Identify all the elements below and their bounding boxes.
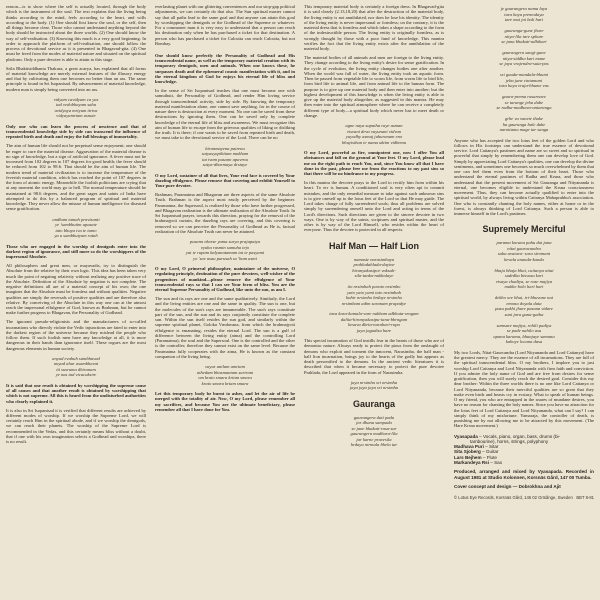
sanskrit-verse: gaurangera duti pada jar dhana sampada se jane bhakati-rasa-sar gaurangera madhura-lila jar karne pravesila hrdaya nirmala bhela tar	[350, 414, 398, 448]
paragraph: Brahman, Paramatma and Bhagavan are three aspects of the same Absolute Truth. Brahman is the aspect most easily perceived by the beginner. Paramatma, the Supersoul, is realized by those who have further progressed, and Bhagavan realization is the ultimate realization of the Absolute Truth. In Sri Isopanisad prayer, towards this direction, praying for the removal of the brahmajyoti curtain, the dazzling rays are covering, and this covering is removed so we can perceive the Personality of Godhead as He is, factual realization of the Absolute Truth can never be attained.	[155, 192, 295, 234]
credit-line: Vyasapada – Vocals, piano, organ, bass, drums (bi-	[454, 433, 561, 439]
paragraph: All philosophers and great men, or mayavadis, try to distinguish the Absolute from the relative by their own logic. This idea has been taken very much the point of negating relativity without realizing any positive trace of the Absolute. Definition of the Absolute by negation is not complete. The negative definitions all are of a material concept of his own; the one imagines that the Absolute must be formless and without qualities. Negative qualities are simply the reversals of positive qualities and are therefore also relative. By conceiving of the Absolute in this way one can at the utmost reach the impersonal effulgence of God, known as Brahman, but he cannot make further progress to Bhagavan, the Personality of Godhead.	[6, 263, 146, 316]
copyright-line: © Lotus Eye Records, Korsnäs Gård, 146 02 Grödinge, Sweden BBT 8-81	[454, 495, 594, 501]
credit-line: Madhava Puri – Sitar	[454, 444, 499, 450]
credit-line: tambourine), horns, strings, polyphony	[470, 438, 549, 444]
paragraph: The ignorant pseudo-religionists and the manufacturers of so-called incarnations who directly violate the Vedic injunctions are fated to enter into the darkest region of the universe because they mislead the people who follow them. If such foolish men have any knowledge at all, it is more dangerous in their hands than ignorance itself. These rogues are the most dangerous elements in human society.	[6, 319, 146, 351]
verse-translation: One should know perfectly the Personality of Godhead and His transcendental name, as well as the temporary material creation with its temporary demigods, men and animals. When one knows these, he surpasses death and the ephemeral cosmic manifestation with it, and in the eternal kingdom of God he enjoys his eternal life of bliss and knowledge.	[155, 52, 295, 85]
sanskrit-verse: andham tamah pravisanti ye 'sambhutim upasate tato bhuya iva te tamo ya u sambhutyam ratah	[52, 216, 100, 239]
sanskrit-verse: namaste narasimhaya prahladahlada-dayine hiranyakasipor vaksah- sila-tanka-nakhalaye ito nrsimhah parato nrsimho yato yato yami tato nrsimhah bahir nrsimho hrdaye nrsimho nrsimham adim saranam prapadye	[341, 256, 407, 306]
paragraph: This temporary material body is certainly a foreign dress. In Bhagavad-gita it is said clearly (2.13,18,20) that after the destruction of the material body, the living entity is not annihilated, nor does he lose his identity. The identity of the living entity is never impersonal or formless; on the contrary, it is the material dress that is formless and which takes a shape according to the form of the indestructible person. The living entity is originally formless, as is wrongly thought by those with a poor fund of knowledge. This mantra verifies the fact that the living entity exists after the annihilation of the material body.	[304, 4, 444, 51]
sanskrit-verse: agne naya supatha raye asman visvani deva vayunani vidvan yuyodhy asmaj juhuranam eno bhuyisthan te nama uktim vidhema	[341, 123, 407, 145]
verse-translation: It is said that one result is obtained by worshipping the supreme cause of all causes and that another result is obtained by worshipping that which is not supreme. All this is heard from the undisturbed authorities who clearly explained it.	[6, 382, 146, 404]
sanskrit-verse: pusann ekarse yama surya prajapatya vyuha rasmin samuha tejo yat te rupam kalyanatamam tat te pasyami yo 'sav asau purusah so 'ham asmi	[185, 239, 265, 261]
paragraph: Srila Bhaktisiddhanta Thakura, a great acarya, has explained that all forms of material knowledge are merely external features of the illusory energy and that by cultivating them one becomes no better than an ass. The same principle is found in Sri Isopanisad. By advancement of material knowledge, modern man is simply being converted into an ass.	[6, 65, 146, 92]
sanskrit-verse: vidyam cavidyam ca yas tad vedobhayam saha avidyaya mrtyum tirtva vidyayamrtam asnute	[53, 96, 99, 119]
section-heading-supremely-merciful: Supremely Merciful	[482, 224, 566, 235]
paragraph: My two Lords, Nitai-Gaurcandra (Lord Nityananda and Lord Caitanya) have the greatest mercy. They are the essence of all incarnations. They are full of the spiritual transcendental bliss. O my brothers, I implore you to just worship Lord Caitanya and Lord Nityananda with firm faith and conviction. If you admire the holy name of God and are free from desires for sense gratification, then you will surely reach the desired goal. Consider this my dear brother: Within the three worlds there is no one like Lord Caitanya or Lord Nityananda, because their merciful qualities are so great that they make even birds and beasts cry in ecstasy. What to speak of human beings. O my friend, you who are entrapped in the snares of mundane desires, you have no reason for chanting the holy names. Since you have no attraction for the lotus feet of Lord Caitanya and Lord Nityananda, what can I say? I can simply think of my misfortune. Yamaraja, the controller of death, is punishing me by not allowing me to be attracted by this movement. (The Hare Krsna movement.)	[454, 349, 594, 429]
text-column-3	[304, 4, 444, 453]
sanskrit-verse: tava kara-kamala-vare nakham adbhuta-srngam dalita-hiranyakasipu-tanu-bhrngam kesava dhrta-narahari-rupa jaya jagadisa hare	[329, 311, 419, 333]
credits-block	[454, 434, 594, 501]
credit-line: Markandeya Rsi – Sax	[454, 459, 503, 465]
paragraph: The aim of human life should not be perpetual sense enjoyment; one should be eager to cure the material disease. Aggravation of the material disease is no sign of knowledge, but a sign of artificial ignorance. A fever must not be increased from 102 degrees to 107 degrees for good health; the fever should be reduced from 102 to 98.6. That should be the aim of human life. The modern trend of material civilization is to increase the temperature of the feverish material condition, which has reached the point of 107 degrees in the form of atomic energy. Meanwhile the foolish politicians are crying that at any moment the world may go to hell. The normal temperature should be maintained at 98.6 degrees, and the great sages and saints of India have attempted to do this by a balanced program of spiritual and material knowledge. They never allow the misuse of human intelligence for diseased sense gratification.	[6, 143, 146, 212]
sanskrit-verse: anyad evahuh sambhavad anyad ahur asambhavat iti susruma dhiranam ye nas tad vicacaksire	[52, 355, 100, 378]
paragraph: In the sense of Sri Isopanisad teaches that one must become one with samuihuti, the Personality of Godhead, and render Him loving service through transcendental activity, side by side. By knowing the temporary material manifestation alone, one cannot save anything, for in the course of nature there is destruction at every moment. No one can be saved from these destructions by ignoring them. One can be saved only by complete knowledge of the eternal life of bliss and awareness. We must recognize this aim of human life to escape from the grievous qualities of liking or disliking the truth. It is there; if one wants to be saved from repeated birth and death, we must take to the devotional service of the Lord. There can be no	[155, 88, 295, 141]
verse-translation: Those who are engaged in the worship of demigods enter into the darkest region of ignorance, and still more so do the worshippers of the impersonal Absolute.	[6, 243, 146, 260]
paragraph: everlasting planet with our glittering conveniences and our stop-gap political adjustments, we can certainly do that also. The Sun spiritual master cannot say that all paths lead to the same goal and that anyone can attain this goal by worshipping the demigods or the Godhead of the Supreme or whatever. For a commoner man it is very easy to understand that a person can reach his destination only when he has purchased a ticket for that destination. A person who has purchased a ticket for Calcutta can reach Calcutta, but not Bombay.	[155, 4, 295, 46]
section-heading-gauranga: Gauranga	[352, 398, 395, 409]
verse-translation: O my Lord, powerful as fire, omnipotent one, now I offer You all obeisances and fall on the ground at Your feet. O my Lord, please lead me on the right path to reach You, and, since You know all that I have done in the past, please free me from the reactions to my past sins so that there will be no hindrance to my progress.	[304, 150, 444, 177]
sanskrit-verse: je gaurangera nama laya tara haya premodaya tare mui jai bali hari gauranga-gune jhure nitya-lila tare sphure se jana bhakati-adhikari gaurangera sangi-gane nitya-siddha kari mane se jaya vrajendra-suta-pas sri gauda-mandala-bhumi jeba jane cintamani tara haya vraja-bhume vas gaura-prema rasarnave se tarange jeba dube se radha-madhava-antaranga grhe va vanete thake ha gauranga bale dake narottama mage tar sanga	[496, 6, 552, 132]
paragraph: Anyone who has accepted the two lotus feet of the golden Lord and who follows in His footsteps can understand the true essence of devotional service. Lord Caitanya's pastimes and name are so sweet and so spiritual in powerful that simply by remembering them one can develop love of God. Simply by appreciating Lord Caitanya's qualities, one can develop the divine sentiments, and sometimes one becomes so much overwhelmed by them that one can feel them even from the bottom of their heart. Those who understand the eternal pastimes of Radha and Krsna, and those who understand that the present movement of Sri Gauranga and Nityananda is eternal, one becomes eligible to understand the Krsna consciousness movement. Thus, they can become actually qualified to enter into the spiritual world, by always living within Caitanya Mahaprabhu's association. One who is constantly chanting the holy names, either at home or in the forest, is always thinking of Lord Caitanya. Such a person is able to immerse himself in the Lord's pastimes.	[454, 137, 594, 216]
paragraph: It is also in Sri Isopanisad it is verified that different results are achieved by different modes of worship. If we worship the Supreme Lord, we will certainly reach Him in the spiritual abode, and if we worship the demigods, we can reach their planets. The worship of the Supreme Lord is recommended in the Vedas, and this certainly means bliss without a doubt, that if one with his own imagination selects a Godhead and worships, there is no result.	[6, 407, 146, 445]
paragraph: reason—is to show where the self is actually located, through the body which is the instrument of the soul. The text explains that the living being thinks according to the mind, feels according to the heart, and wills according to the body. (1) One should first know the soul, or the self, then all things become clear. Those who cannot understand anything beyond the body should be instructed about the three worlds. (2) One should know the way of self-realisation. (3) Knowing this much is a very good beginning. In order to approach the platform of self-realisation, one should follow the process of devotional service as it is presented in Bhagavad-gita. (4) One must be freed from the modes of material nature and situated on the spiritual platform. Only a pure devotee is able to attain to this stage.	[6, 4, 146, 62]
credit-line: Sita Sjoberg – Guitar	[454, 449, 499, 455]
section-heading-half-man-half-lion: Half Man — Half Lion	[329, 240, 419, 251]
paragraph: The material bodies of all animals and men are foreign to the living entity. They change according to the living entity's desire for sense gratification. In the cycle of evolution, the living entity changes bodies one after another. When the world was full of water, the living entity took an aquatic form. Then he passed from vegetable life to worm life, from worm life to bird life, from bird life to animal life, and from animal life to the human form. The purpose is to give up one material body and then enter into another; but the highest development of this knowledge is when the living entity is able to give up the material body altogether, as suggested in this mantra. He may then enter into the spiritual atmosphere where he can receive a completely different type of body—a spiritual body which never has to meet death or change.	[304, 55, 444, 118]
verse-translation: O my Lord, O primeval philosopher, maintainer of the universe, O regulating principle, destination of the pure devotees, well-wisher of the progenitors of mankind—please remove the effulgence of Your transcendental rays so that I can see Your form of bliss. You are the eternal Supreme Personality of Godhead, like unto the sun, as am I.	[155, 266, 295, 293]
text-column-2	[155, 4, 295, 416]
credit-line: Lars Bejhem – Flute	[454, 454, 497, 460]
text-column-1	[6, 4, 146, 448]
sanskrit-verse: jaya nrsimha sri nrsimha jaya jaya jaya sri nrsimha	[349, 379, 399, 391]
cover-credit: Cover concept and design — Dobrokhna and Ajit	[454, 483, 561, 489]
text-column-4	[454, 4, 594, 500]
sanskrit-verse: parama koruna pahu dui jana nitai gauracandra saba avatara- sara siromani kevala ananda-kanda bhaja bhaja bhai, caitanya nitai sudrdha bisvasa kori visaya chadiya, se rase majiya mukhe bolo hari hari dekho ore bhai, tri-bhuvane nai emona doyala data pasu pakhi jhure pasana vidare suni jara guna-gatha samsare majiya, rohili padiya se pade nahilo asa apana karama, bhunjaye samana kahoye locana dasa	[493, 240, 555, 345]
sanskrit-verse: hiranmayena patrena satyasyapihitam mukham tat tvam pusann apavrnu satya-dharmaya drstaye	[201, 145, 249, 168]
verse-translation: Only one who can learn the process of nescience and that of transcendental knowledge side by side can transcend the influence of repeated birth and death and enjoy the full blessings of immortality.	[6, 123, 146, 140]
paragraph: This special incarnation of God instills fear in the hearts of those who are of demoniac nature. Always ready to protect the pious from the onslaught of demons who exploit and torment the innocent, Narasimha, the half man - half lion incarnation, brings joy to the hearts of the godly but appears as death personified to the demons. In the ancient vedic literatures it is described that when it became necessary to protect the pure devotee Prahlada, the Lord appeared in the form of Narasimha.	[304, 338, 444, 375]
paragraph: In this mantra the devotee prays to the Lord to rectify him from within his heart. To err is human. A conditioned soul is very often apt to commit mistakes, and the only remedial measure to take against such unknown sins is to give oneself up to the lotus feet of the Lord so that He may guide. The Lord takes charge of fully surrendered souls; thus all problems are solved simply by surrendering oneself unto the Lord and acting in terms of the Lord's directions. Such directions are given to the sincere devotee in two ways. One is by way of the saints, scriptures and spiritual master, and the other is by way of the Lord Himself, who resides within the heart of everyone. Thus the devotee is protected in all respects.	[304, 180, 444, 233]
paragraph: The sun and its rays are one and the same qualitatively. Similarly, the Lord and the living entities are one and the same in quality. The sun is one, but the molecules of the sun's rays are innumerable. The sun's rays constitute part of the sun, and the sun and its rays conjointly constitute the complete sun. Within the sun itself resides the sun god, and similarly within the supreme spiritual planet, Goloka Vrndavana, from which the brahmajyoti effulgence is emanating, resides the eternal Lord. The sun is a gulf of difference between the living entity (atma) and the controlling Lord (Paramatma); the soul and the Supersoul. One is the controlled and the other is the controller; therefore they cannot exist on the same level. Because the Paramatma fully cooperates with the atma, He is known as the constant companion of the living being.	[155, 296, 295, 359]
verse-translation: Let this temporary body be burnt to ashes, and let the air of life be merged with the totality of air. Now, O my Lord, please remember all my sacrifices, and because You are the ultimate beneficiary, please remember all that I have done for You.	[155, 391, 295, 412]
production-note: Produced, arranged and mixed by Vyasapada. Recorded in August 1981 at Studio Kolonnen, Korsnäs Gård, 147 00 Tumba.	[454, 469, 594, 480]
sanskrit-verse: vayur anilam amrtam athedam bhasmantam sariram om krato smara krtam smara krato smara krtam smara	[196, 364, 254, 386]
verse-translation: O my Lord, sustainer of all that lives, Your real face is covered by Your dazzling effulgence. Please remove that covering and exhibit Yourself to Your pure devotee.	[155, 172, 295, 189]
